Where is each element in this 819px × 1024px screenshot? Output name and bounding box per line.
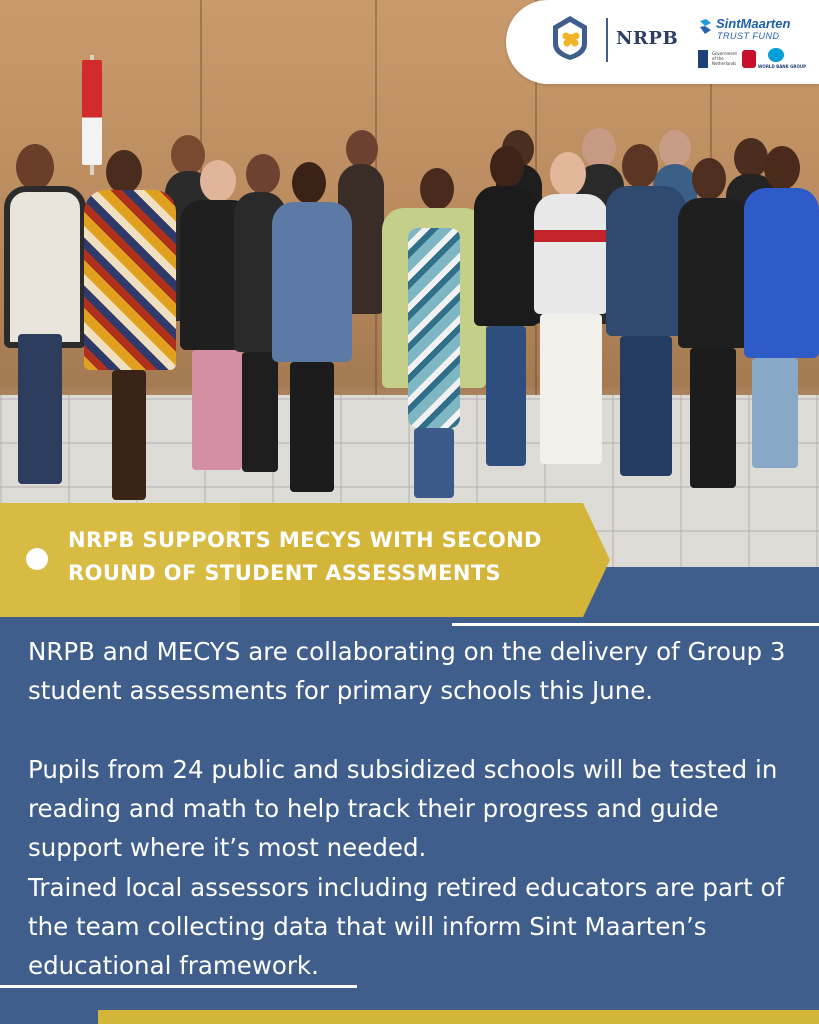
trust-fund-title: SintMaarten: [716, 16, 791, 31]
nrpb-logo-text: NRPB: [616, 28, 679, 49]
headline-line-2: ROUND OF STUDENT ASSESSMENTS: [68, 561, 502, 585]
logo-separator: [606, 18, 608, 62]
partner-world-bank-label: WORLD BANK GROUP: [758, 64, 807, 69]
partner-netherlands-label: Government of the Netherlands: [712, 51, 737, 66]
group-of-people: [0, 130, 819, 510]
headline-line-1: NRPB SUPPORTS MECYS WITH SECOND: [68, 528, 542, 552]
divider-line-bottom: [0, 985, 357, 988]
bullet-dot-icon: [26, 548, 48, 570]
body-paragraph-2: Pupils from 24 public and subsidized schools will be tested in reading and math to help track their progress and guide support where it’s most needed.: [28, 755, 778, 862]
bottom-accent-bar: [98, 1010, 819, 1024]
logo-bar: [506, 0, 819, 84]
netherlands-emblem-icon: [698, 50, 708, 68]
sint-maarten-coat-of-arms-icon: [742, 50, 756, 68]
trust-fund-mark-icon: [698, 18, 713, 36]
sint-maarten-trust-fund-logo: [696, 14, 814, 70]
nrpb-shield-logo-icon: [550, 14, 590, 62]
divider-line-top: [452, 623, 819, 626]
headline: [68, 524, 588, 590]
body-paragraph-1: NRPB and MECYS are collaborating on the delivery of Group 3 student assessments for primary schools this June.: [28, 637, 786, 705]
world-bank-globe-icon: [768, 48, 784, 62]
body-paragraph-3: Trained local assessors including retired educators are part of the team collecting data that will inform Sint Maarten’s educational framework.: [28, 873, 785, 980]
trust-fund-subtitle: TRUST FUND: [717, 31, 780, 41]
